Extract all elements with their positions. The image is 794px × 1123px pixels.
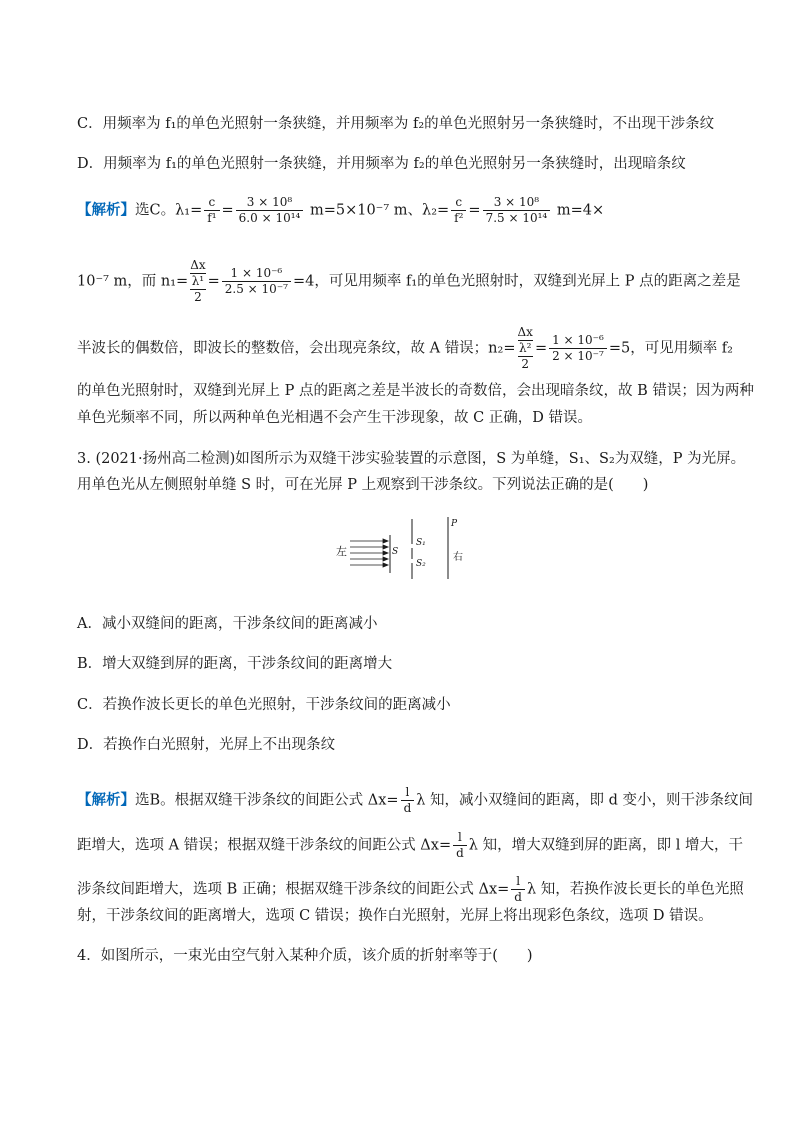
fraction: $\frac{\text{3 × 10⁸}}{\text{6.0 × 10¹⁴}}$ bbox=[236, 195, 304, 226]
analysis-2-line-2: 10⁻⁷ m，而 n₁= Δx λ¹ 2 = $\frac{\text{1 × 10⁻⁶}}{\text{2.5 × 10⁻⁷}}$ =4，可见用频率 f₁的单色光照射时，双缝到光屏上 P 点的距离之差是 bbox=[77, 258, 741, 304]
question-3-option-d: D．若换作白光照射，光屏上不出现条纹 bbox=[77, 737, 336, 753]
analysis-2-line-4: 的单色光照射时，双缝到光屏上 P 点的距离之差是半波长的奇数倍，会出现暗条纹，故 B 错误；因为两种 bbox=[77, 383, 754, 399]
question-3-option-a: A．减小双缝间的距离，干涉条纹间的距离减小 bbox=[77, 616, 378, 632]
compound-fraction: Δx λ² 2 bbox=[517, 325, 533, 371]
fraction: $\frac{l}{d}$ bbox=[453, 830, 467, 861]
analysis-3-line-3: 涉条纹间距增大，选项 B 正确；根据双缝干涉条纹的间距公式 Δx= $\frac{l}{d}$ λ 知，若换作波长更长的单色光照 bbox=[77, 874, 744, 904]
analysis-3-line-2: 距增大，选项 A 错误；根据双缝干涉条纹的间距公式 Δx= $\frac{l}{d}$ λ 知，增大双缝到屏的距离，即 l 增大，干 bbox=[77, 830, 743, 860]
label-s2: S₂ bbox=[416, 559, 426, 569]
question-3-option-b: B．增大双缝到屏的距离，干涉条纹间的距离增大 bbox=[77, 656, 393, 672]
option-c-prev: C．用频率为 f₁的单色光照射一条狭缝，并用频率为 f₂的单色光照射另一条狭缝时，不出现干涉条纹 bbox=[77, 116, 715, 132]
light-rays bbox=[350, 539, 388, 567]
analysis-2-line-3: 半波长的偶数倍，即波长的整数倍，会出现亮条纹，故 A 错误；n₂= Δx λ² 2 = $\frac{\text{1 × 10⁻⁶}}{\text{2 × 10⁻⁷}}$ =5，可见用频率 f₂ bbox=[77, 325, 733, 371]
fraction: $\frac{c}{\text{f²}}$ bbox=[451, 195, 466, 226]
fraction: $\frac{c}{\text{f¹}}$ bbox=[204, 195, 219, 226]
compound-fraction: Δx λ¹ 2 bbox=[190, 258, 206, 304]
option-d-prev: D．用频率为 f₁的单色光照射一条狭缝，并用频率为 f₂的单色光照射另一条狭缝时，出现暗条纹 bbox=[77, 156, 686, 172]
analysis-2-line-1: 【解析】选C。λ₁= $\frac{c}{\text{f¹}}$ = $\frac{\text{3 × 10⁸}}{\text{6.0 × 10¹⁴}}$ m=5×10⁻⁷ m、λ₂= $\frac{c}{\text{f²}}$ = $\frac{\text{3 × 10⁸}}{\text{7.5 × 10¹⁴}}$ m=4× bbox=[77, 195, 605, 225]
label-s: S bbox=[392, 547, 399, 557]
fraction: $\frac{\text{1 × 10⁻⁶}}{\text{2.5 × 10⁻⁷}}$ bbox=[222, 266, 291, 297]
question-3-line-2: 用单色光从左侧照射单缝 S 时，可在光屏 P 上观察到干涉条纹。下列说法正确的是( ) bbox=[77, 477, 649, 493]
label-left: 左 bbox=[336, 545, 347, 558]
analysis-3-line-4: 射，干涉条纹间的距离增大，选项 C 错误；换作白光照射，光屏上将出现彩色条纹，选项 D 错误。 bbox=[77, 908, 713, 924]
fraction: $\frac{l}{d}$ bbox=[511, 874, 525, 905]
question-3-option-c: C．若换作波长更长的单色光照射，干涉条纹间的距离减小 bbox=[77, 697, 451, 713]
analysis-3-line-1: 【解析】选B。根据双缝干涉条纹的间距公式 Δx= $\frac{l}{d}$ λ 知，减小双缝间的距离，即 d 变小，则干涉条纹间 bbox=[77, 785, 754, 815]
analysis-tag: 【解析】 bbox=[77, 791, 135, 809]
fraction: $\frac{\text{1 × 10⁻⁶}}{\text{2 × 10⁻⁷}}$ bbox=[549, 333, 607, 364]
question-3-line-1: 3. (2021·扬州高二检测)如图所示为双缝干涉实验装置的示意图，S 为单缝，S₁、S₂为双缝，P 为光屏。 bbox=[77, 451, 746, 467]
question-4-line-1: 4．如图所示，一束光由空气射入某种介质，该介质的折射率等于( ) bbox=[77, 948, 533, 964]
analysis-2-line-5: 单色光频率不同，所以两种单色光相遇不会产生干涉现象，故 C 正确，D 错误。 bbox=[77, 410, 593, 426]
analysis-tag: 【解析】 bbox=[77, 201, 135, 219]
label-p: P bbox=[451, 519, 458, 529]
fraction: $\frac{\text{3 × 10⁸}}{\text{7.5 × 10¹⁴}}$ bbox=[483, 195, 551, 226]
label-s1: S₁ bbox=[416, 538, 426, 548]
fraction: $\frac{l}{d}$ bbox=[401, 785, 415, 816]
double-slit-diagram bbox=[330, 513, 480, 581]
label-right: 右 bbox=[453, 552, 463, 563]
